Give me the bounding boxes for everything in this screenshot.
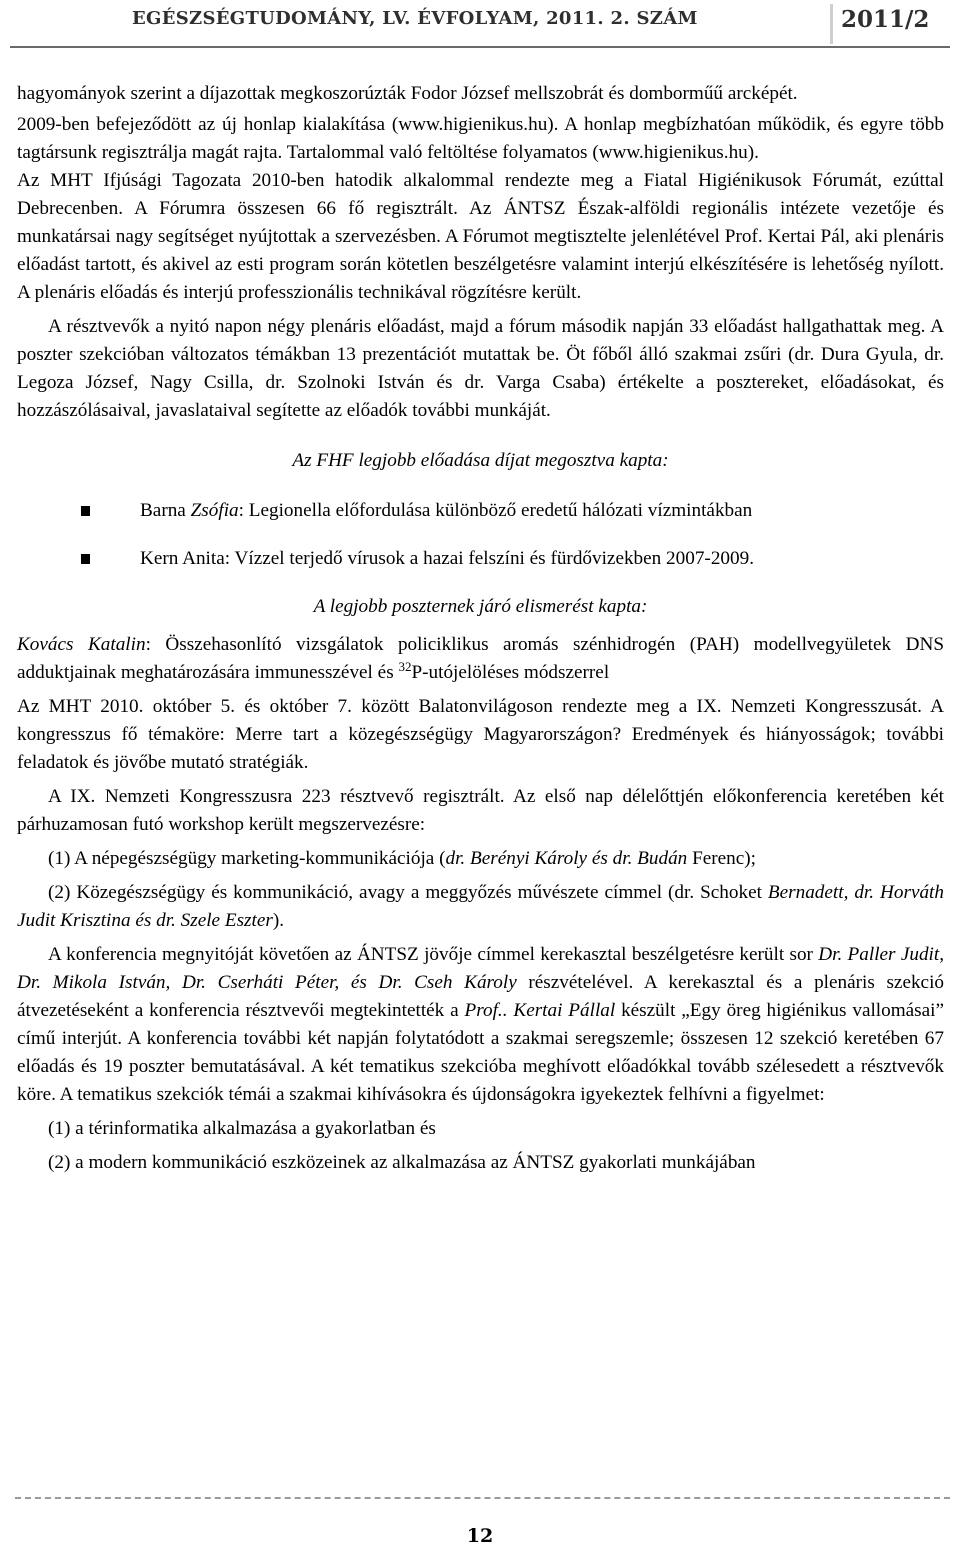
header-rule: [10, 46, 950, 48]
paragraph: 2009-ben befejeződött az új honlap kialakítása (www.higienikus.hu). A honlap megbízhatóan működik, és egyre több tagtársunk regisztrálja magát rajta. Tartalommal való feltöltése folyamatos (www.higienikus.hu).: [17, 114, 944, 163]
paragraph-text: részvételével. A kerekasztal és a plenáris szekció átvezetéseként a konferencia résztvevői megtekintették a: [17, 972, 944, 1021]
poster-award: [17, 631, 944, 687]
award-title: : Vízzel terjedő vírusok a hazai felszíni és fürdővizekben 2007-2009.: [224, 548, 754, 569]
journal-title: EGÉSZSÉGTUDOMÁNY, LV. ÉVFOLYAM, 2011. 2. SZÁM: [132, 8, 698, 29]
page-header: [0, 0, 960, 46]
paragraph: A résztvevők a nyitó napon négy plenáris előadást, majd a fórum második napján 33 előadást hallgathattak meg. A poszter szekcióban változatos témákban 13 prezentációt mutattak be. Öt főből álló szakmai zsűri (dr. Dura Gyula, dr. Legoza József, Nagy Csilla, dr. Szolnoki István és dr. Varga Csaba) értékelte a posztereket, előadásokat, és hozzászólásaival, javaslataival segítette az előadók további munkáját.: [17, 316, 944, 421]
paragraph-text: készült „Egy öreg higiénikus vallomásai” című interjút. A konferencia további két napján folytatódott a szakmai seregszemle; összesen 12 szekció keretében 67 előadás és 19 poszter bemutatásával. A két tematikus szekcióba meghívott előadókkal tovább szélesedett a résztvevők köre. A tematikus szekciók témái a szakmai kihívásokra és újdonságokra igyekeztek felhívni a figyelmet:: [17, 1000, 944, 1105]
award-item: [17, 545, 944, 573]
workshop-leaders: Bernadett, dr. Horváth Judit Krisztina és dr. Szele Eszter: [17, 882, 944, 931]
issue-number: 2011/2: [841, 6, 930, 33]
workshop-item: [17, 845, 944, 873]
square-bullet-icon: [81, 554, 90, 564]
award-winner-first: Kern Anita: [140, 548, 225, 569]
interviewee: Prof.. Kertai Pállal: [464, 1000, 616, 1021]
paragraph: Az MHT 2010. október 5. és október 7. között Balatonvilágoson rendezte meg a IX. Nemzeti Kongresszusát. A kongresszus fő témaköre: Merre tart a közegészségügy Magyarországon? Eredmények és hiányosságok; további feladatok és jövőbe mutató stratégiák.: [17, 696, 944, 773]
paragraph: Az MHT Ifjúsági Tagozata 2010-ben hatodik alkalommal rendezte meg a Fiatal Higiénikusok Fórumát, ezúttal Debrecenben. A Fórumra összesen 66 fő regisztrált. Az ÁNTSZ Észak-alföldi regionális intézete vezetője és munkatársai nagy segítséget nyújtottak a szervezésben. A Fórumot megtisztelte jelenlétével Prof. Kertai Pál, aki plenáris előadást tartott, és akivel az esti program során kötetlen beszélgetésre valamint interjú elkészítésére is lehetőség nyílott. A plenáris előadás és interjú professzionális technikával rögzítésre került.: [17, 170, 944, 303]
article-body: [17, 80, 944, 1177]
paragraph-text: A konferencia megnyitóját követően az ÁNTSZ jövője címmel kerekasztal beszélgetésre került sor: [48, 944, 819, 965]
paragraph: hagyományok szerint a díjazottak megkoszorúzták Fodor József mellszobrát és domborműű arcképét.: [17, 83, 798, 104]
workshop-leaders: dr. Berényi Károly és dr. Budán: [445, 848, 688, 869]
award-heading: Az FHF legjobb előadása díjat megosztva kapta:: [292, 450, 669, 471]
paragraph: A IX. Nemzeti Kongresszusra 223 résztvevő regisztrált. Az első nap délelőttjén előkonferencia keretében két párhuzamosan futó workshop került megszervezésre:: [17, 786, 944, 835]
workshop-item: [17, 879, 944, 935]
award-item: [17, 497, 944, 525]
paragraph: [17, 941, 944, 1109]
workshop-text: (2) Közegészségügy és kommunikáció, avagy a meggyőzés művészete címmel (dr. Schoket: [48, 882, 768, 903]
award-winner-first: Barna: [140, 500, 191, 521]
workshop-text: ).: [272, 910, 285, 931]
topic-item: (2) a modern kommunikáció eszközeinek az alkalmazása az ÁNTSZ gyakorlati munkájában: [48, 1152, 756, 1173]
panel-participants: Dr. Paller Judit, Dr. Mikola István, Dr. Cserháti Péter, és Dr. Cseh Károly: [17, 944, 944, 993]
topic-item: (1) a térinformatika alkalmazása a gyakorlatban és: [48, 1118, 436, 1139]
header-divider: [830, 4, 833, 44]
award-title: : Legionella előfordulása különböző eredetű hálózati vízmintákban: [238, 500, 753, 521]
square-bullet-icon: [81, 506, 90, 516]
award-winner-last: Zsófia: [190, 500, 239, 521]
footer-rule: [15, 1497, 950, 1499]
poster-text-after: P-utójelöléses módszerrel: [411, 662, 610, 683]
poster-winner: Kovács Katalin: [17, 634, 146, 655]
isotope-superscript: 32: [398, 659, 412, 674]
poster-heading: A legjobb poszternek járó elismerést kapta:: [313, 596, 648, 617]
workshop-text: Ferenc);: [687, 848, 757, 869]
poster-text-before: : Összehasonlító vizsgálatok policiklikus aromás szénhidrogén (PAH) modellvegyületek DNS adduktjainak meghatározására immunesszével és: [17, 634, 944, 683]
page-number: 12: [466, 1525, 494, 1547]
workshop-text: (1) A népegészségügy marketing-kommunikációja (: [48, 848, 446, 869]
award-list: [17, 497, 944, 573]
